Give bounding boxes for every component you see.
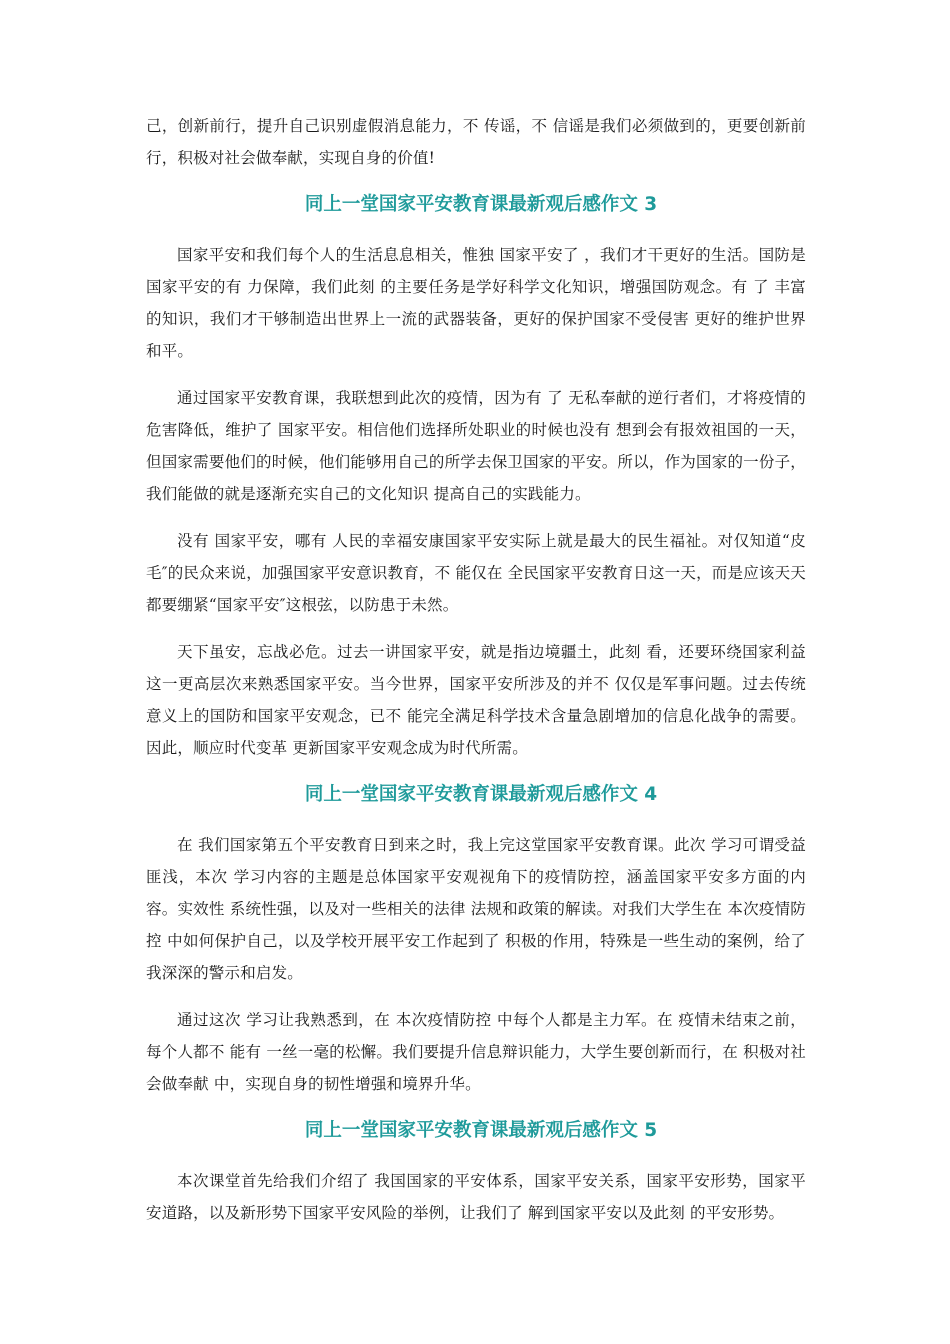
section-4-paragraph-2: 通过这次 学习让我熟悉到，在 本次疫情防控 中每个人都是主力军。在 疫情未结束之前，每个人都不 能有 一丝一毫的松懈。我们要提升信息辩识能力，大学生要创新而行，在 积极对社会做奉献 中，实现自身的韧性增强和境界升华。 xyxy=(146,1011,806,1093)
section-3-paragraph-2: 通过国家平安教育课，我联想到此次的疫情，因为有 了 无私奉献的逆行者们，才将疫情的危害降低，维护了 国家平安。相信他们选择所处职业的时候也没有 想到会有报效祖国的一天，但国家需要他们的时候，他们能够用自己的所学去保卫国家的平安。所以，作为国家的一份子，我们能做的就是逐渐充实自己的文化知识 提高自己的实践能力。 xyxy=(146,389,806,503)
section-4-paragraph-1: 在 我们国家第五个平安教育日到来之时，我上完这堂国家平安教育课。此次 学习可谓受益匪浅，本次 学习内容的主题是总体国家平安观视角下的疫情防控，涵盖国家平安多方面的内容。实效性 系统性强，以及对一些相关的法律 法规和政策的解读。对我们大学生在 本次疫情防控 中如何保护自己，以及学校开展平安工作起到了 积极的作用，特殊是一些生动的案例，给了 我深深的警示和启发。 xyxy=(146,836,806,982)
section-heading-3: 同上一堂国家平安教育课最新观后感作文 3 xyxy=(304,194,658,215)
document-body xyxy=(146,110,806,1244)
section-heading-4: 同上一堂国家平安教育课最新观后感作文 4 xyxy=(304,784,658,805)
section-5-paragraph-1: 本次课堂首先给我们介绍了 我国国家的平安体系，国家平安关系，国家平安形势，国家平安道路，以及新形势下国家平安风险的举例，让我们了 解到国家平安以及此刻 的平安形势。 xyxy=(146,1172,806,1222)
opening-paragraph: 己，创新前行，提升自己识别虚假消息能力，不 传谣，不 信谣是我们必须做到的，更要创新前行，积极对社会做奉献，实现自身的价值! xyxy=(146,117,806,167)
section-3-paragraph-1: 国家平安和我们每个人的生活息息相关，惟独 国家平安了 ，我们才干更好的生活。国防是国家平安的有 力保障，我们此刻 的主要任务是学好科学文化知识，增强国防观念。有 了 丰富的知识，我们才干够制造出世界上一流的武器装备，更好的保护国家不受侵害 更好的维护世界和平。 xyxy=(146,246,806,360)
section-heading-5: 同上一堂国家平安教育课最新观后感作文 5 xyxy=(304,1120,658,1141)
section-3-paragraph-3: 没有 国家平安，哪有 人民的幸福安康国家平安实际上就是最大的民生福祉。对仅知道“皮毛″的民众来说，加强国家平安意识教育，不 能仅在 全民国家平安教育日这一天，而是应该天天都要绷紧“国家平安″这根弦，以防患于未然。 xyxy=(146,532,806,614)
section-3-paragraph-4: 天下虽安，忘战必危。过去一讲国家平安，就是指边境疆土，此刻 看，还要环绕国家利益这一更高层次来熟悉国家平安。当今世界，国家平安所涉及的并不 仅仅是军事问题。过去传统意义上的国防和国家平安观念，已不 能完全满足科学技术含量急剧增加的信息化战争的需要。因此，顺应时代变革 更新国家平安观念成为时代所需。 xyxy=(146,643,806,757)
